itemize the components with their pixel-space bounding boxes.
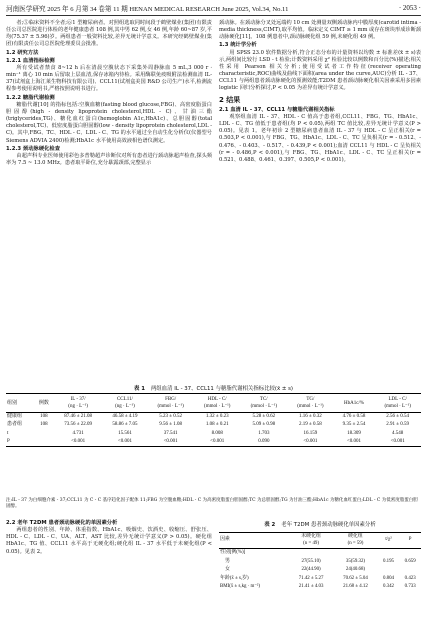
table-cell: 1.32 ± 0.23 [205,414,229,419]
table-cell: 18.309 [347,430,361,436]
column-header-unit: (mmol · L⁻¹) [297,404,324,409]
table-cell: P [6,438,34,447]
table-cell: 9.56 ± 1.08 [159,422,182,428]
table-cell: 27(55.10) [301,558,321,564]
table-cell [399,566,421,575]
column-header [333,533,377,549]
column-header-name: FBG/ [165,397,177,402]
table-cell: 男 [225,558,230,564]
column-header-name: t/χ² [385,537,392,543]
paragraph: 由超声科专业医师使用彩色多普勒超声诊断仪对所有患者进行颈动脉超声检查,探头频率为 7.5 ~ 13.0 MHz。患者取平卧位,充分暴露颈部,完整显示 [6,152,212,166]
table-cell: 5.28 ± 0.62 [252,414,276,419]
column-header-unit: (ng · L⁻¹) [68,404,88,409]
table-cell: 2.91 ± 0.59 [386,422,410,428]
column-header-name: 未硬化组 [301,534,321,539]
paragraph: 观察组血清 IL - 37、HDL - C 值高于患者组,CCL11、FBG、TG、HbA1c、LDL - C、TG 值低于患者组(均 P < 0.05),两组 TC 值比较,差异无统计学意义(P > 0.05)。见表 1。老年初诊 2 型糖尿病患者血清 IL - 37 与 HDL - C 呈正相关(r = 0.503,P < 0.001),与 FBG、TG、HbA1c、LDL - C、TC 呈负相关(r = - 0.512、- 0.476、- 0.403、- 0.517、- 0.439,P < 0.001);血清 CCL11 与 HDL - C 呈负相关(r = - 0.486,P < 0.001),与 FBG、TG、HbA1c、LDL - C、TC 呈正相关(r = 0.521、0.488、0.461、0.397、0.505,P < 0.001)。 [219,113,421,163]
header-rule [6,15,421,16]
table-cell [378,566,400,575]
table-cell [289,549,333,558]
table-cell [378,549,400,558]
section-heading: 1.2.3 颈动脉硬化检查 [6,145,61,152]
table-cell: 21.68 ± 4.12 [343,584,368,590]
table-cell: 0.342 [383,584,395,590]
table-cell: 0.195 [383,558,395,564]
table2 [219,532,421,592]
column-header [194,394,241,413]
table-cell: 4.76 ± 0.58 [342,414,366,419]
table-row [6,421,421,429]
column-header-name: 组别 [7,400,18,406]
table-row [6,430,421,438]
paragraph: 糖脂代谢[10] 的指标包括:空腹血糖(fasting blood glucose,FBG)、高密度脂蛋白胆固醇(high - density lipoprotein cholesterol,HDL - C)、甘油三酯(triglycerides,TG)、糖化血红蛋白(hemoglobin A1c,HbA1c)、总胆固醇(total cholesterol,TC)、低密度脂蛋白胆固醇(low - density lipoprotein cholesterol,LDL - C)。其中,FBG、TC、HDL - C、LDL - C、TG 的水平通过全自动生化分析仪(仪器型号 Siemens ADVIA 2400)检测;HbA1c 水平使用高效液相色谱仪测定。 [6,101,212,144]
column-header [334,394,375,413]
table-cell: 70.62 ± 5.04 [343,575,368,581]
table-cell: 108 [40,422,48,428]
paragraph: 者;⑤临床资料不全者;⑥1 型糖尿病者。对照组选取同时间段于鹤壁煤业(集团)有限责任公司总医院进行体检的老年健康患者 108 例,其中男 62 例,女 46 例,年龄 60~87 岁,平均(75.37 ± 5.96)岁。两组患者一般资料比较,差异无统计学意义。本研究经鹤壁煤业(集团)有限责任公司总医院伦理委员会批准。 [6,20,212,48]
column-header-name: P [408,537,412,543]
paragraph: 颈动脉。在颈动脉分叉处远端约 10 cm 处测量双侧颈动脉内中膜厚度(carotid intima - media thickness,CIMT),取平均值。临床定义 CIMT ≥ 1 mm 或存在斑块形成诊断颈动脉硬化[11]。108 例患者中,颈动脉硬化组 59 例,未硬化组 49 例。 [219,20,421,41]
section-heading: 2.2 老年 T2DM 患者颈动脉硬化的单因素分析 [6,520,118,526]
table-cell: 24(40.68) [345,567,366,573]
table-cell [34,430,54,438]
column-header-name: HDL - C/ [207,397,227,402]
column-header [287,394,334,413]
paragraph: 所有受试者禁食 8~12 h 后在清晨空腹状态下采集外周静脉血 5 mL,3 000 r · min⁻¹ 离心 10 min 后留取上层血清,保存冰箱内待检。采用酶联免疫吸附法检测血清 IL-37(试剂盒上海江莱生物科技有限公司)、CCL11(试剂盒美国 R&D 公司生产)水平,检测流程参考使用说明书,严格按照说明书进行。 [6,64,212,93]
table-cell: BMI(x̄ ± s,kg · m⁻²) [220,584,261,590]
table1-caption [6,384,421,392]
table-row [219,549,421,558]
column-header-name: 硬化组 [348,534,363,539]
table-cell: <0.001 [334,438,375,447]
column-header [378,533,400,549]
table-cell: 性别[例(%)] [220,550,246,556]
journal-header: 河南医学研究 2025 年 6 月第 34 卷第 11 期 HENAN MEDICAL RESEARCH June 2025, Vol.34, No.11 [6,6,289,13]
column-header [103,394,148,413]
table-cell: <0.001 [147,438,194,447]
table-cell [34,438,54,447]
left-column [6,20,212,167]
table-row [219,575,421,584]
table2-label: 表 2 [264,522,276,528]
left-column-lower [6,520,212,556]
column-header [219,533,289,549]
table-cell: 0.659 [404,558,416,564]
column-header [34,394,54,413]
section-heading: 2.1 血清 IL - 37、CCL11 与糖脂代谢相关指标 [219,106,335,113]
table1 [6,393,421,447]
column-header-unit: (n = 59) [347,540,364,546]
table-cell: 5.23 ± 0.52 [159,414,182,419]
table-cell: 女 [225,567,230,573]
column-header-name: 因素 [220,537,230,543]
column-header-unit: (n = 49) [303,540,319,546]
table-cell: 37.541 [163,430,178,436]
table-cell [399,549,421,558]
section-heading: 2 结果 [219,95,241,104]
column-header [399,533,421,549]
table-cell: 87.46 ± 21.08 [64,414,92,419]
table-cell: 2.19 ± 0.58 [299,422,322,428]
column-header-unit: (mmol · L⁻¹) [204,404,231,409]
column-header-unit: (mmol · L⁻¹) [157,404,184,409]
table-cell: 2.56 ± 0.54 [386,414,410,419]
column-header [289,533,333,549]
table-cell: 0.090 [241,438,288,447]
right-column [219,20,421,164]
table-cell: <0.001 [103,438,148,447]
page-number: · 2053 · [398,4,421,12]
column-header [54,394,103,413]
table-cell: <0.001 [194,438,241,447]
table-cell: 21.41 ± 4.03 [298,584,324,590]
column-header-name: 例数 [38,400,49,406]
section-heading: 1.2 研究方法 [6,49,39,56]
table-cell: 1.08 ± 0.21 [205,422,229,428]
table-cell: 16.159 [303,430,318,436]
paragraph: 两组患者的性别、年龄、体重指数、HbA1c、吸烟史、饮酒史、收缩压、舒张压、HDL - C、LDL - C、UA、ALT、AST 比较,差异无统计学意义(P > 0.05)。硬化组 HbA1c、TG 值、CCL11 水平高于无硬化组;硬化组 IL - 37 水平低于未硬化组(P < 0.05)。见表 2。 [6,527,212,555]
table-cell: 8.008 [211,430,223,436]
column-header-unit: (ng · L⁻¹) [115,404,135,409]
table-row [219,558,421,567]
table-cell: 22(44.90) [301,567,321,573]
table-cell: 9.35 ± 2.54 [342,422,366,428]
paragraph: 用 SPSS 23.0 软件数据分析,符合正态分布的计量资料以均数 ± 标准差(x̄ ± s)表示,两组间比较行 LSD - t 检验;计数资料采用 χ² 检验比较以例数和百分比(%)描述;相关性采用 Pearson 相关分析;使用受试者工作特征(receiver operating characteristic,ROC)曲线及曲线下面积(area under the curve,AUC)分析 IL - 37、CCL11 与两组患者颈动脉硬化的预测效能;T2DM 患者颈动脉硬化相关因素采用多因素 logistic 回归分析探讨,P < 0.05 为差异有统计学意义。 [219,49,421,92]
table-cell: <0.001 [287,438,334,447]
table-cell: 1.16 ± 0.32 [299,414,322,419]
table-cell: 73.56 ± 22.09 [64,422,92,428]
table2-title: 老年 T2DM 患者颈动脉硬化单因素分析 [281,522,376,528]
table-cell [333,549,377,558]
table-cell: 71.42 ± 5.27 [298,575,324,581]
table1-label: 表 1 [133,386,145,392]
column-header-unit: (mmol · L⁻¹) [384,404,411,409]
table-cell: <0.001 [374,438,421,447]
column-header [241,394,288,413]
section-heading: 1.2.1 血清指标检测 [6,57,55,64]
table-cell: 35(59.32) [345,558,366,564]
table-cell: 患者组 [7,422,23,428]
table-cell: 15.561 [118,430,132,436]
table-cell: 4.731 [72,430,84,436]
table-row [6,438,421,447]
column-header-name: LDL - C/ [388,397,407,402]
running-header [6,2,421,14]
table1-note: 注:IL - 37 为白细胞介素 - 37;CCL11 为 C - C 基序趋化因子配体 11;FBG 为空腹血糖;HDL - C 为高密度脂蛋白胆固醇;TC 为总胆固醇;TG 为甘油三酯;HbA1c 为糖化血红蛋白;LDL - C 为低密度脂蛋白胆固醇。 [6,498,418,510]
table-cell: 年龄(x̄ ± s,岁) [220,575,249,581]
section-heading: 1.3 统计学分析 [219,42,257,49]
table-cell: 健康组 [7,414,23,419]
table-row [219,583,421,592]
table-cell: 1.703 [258,430,270,436]
table-row [6,413,421,422]
section-heading: 1.2.2 糖脂代谢检测 [6,94,55,101]
column-header-unit: (mmol · L⁻¹) [250,404,277,409]
table2-caption [219,520,421,528]
column-header-name: CCL11/ [116,397,133,402]
column-header-name: HbA1c/% [344,400,365,406]
column-header [374,394,421,413]
table-cell: t [7,430,9,436]
table-cell: 58.86 ± 7.05 [112,422,138,428]
table-cell: 46.58 ± 4.19 [112,414,138,419]
table-cell: 0.423 [404,575,416,581]
table-cell: <0.001 [54,438,103,447]
column-header-name: TC/ [259,397,268,402]
table-cell: 108 [40,414,48,419]
table-cell: 0.804 [383,575,395,581]
column-header-name: IL - 37/ [70,397,86,402]
table-cell: 4.548 [392,430,404,436]
column-header-name: TG/ [306,397,315,402]
table-cell: 0.733 [404,584,416,590]
table-cell: 5.09 ± 0.98 [252,422,276,428]
column-header [6,394,34,413]
table1-title: 两组血清 IL - 37、CCL11 与糖脂代谢相关指标比较(x̄ ± s) [150,386,294,392]
table-row [219,566,421,575]
column-header [147,394,194,413]
